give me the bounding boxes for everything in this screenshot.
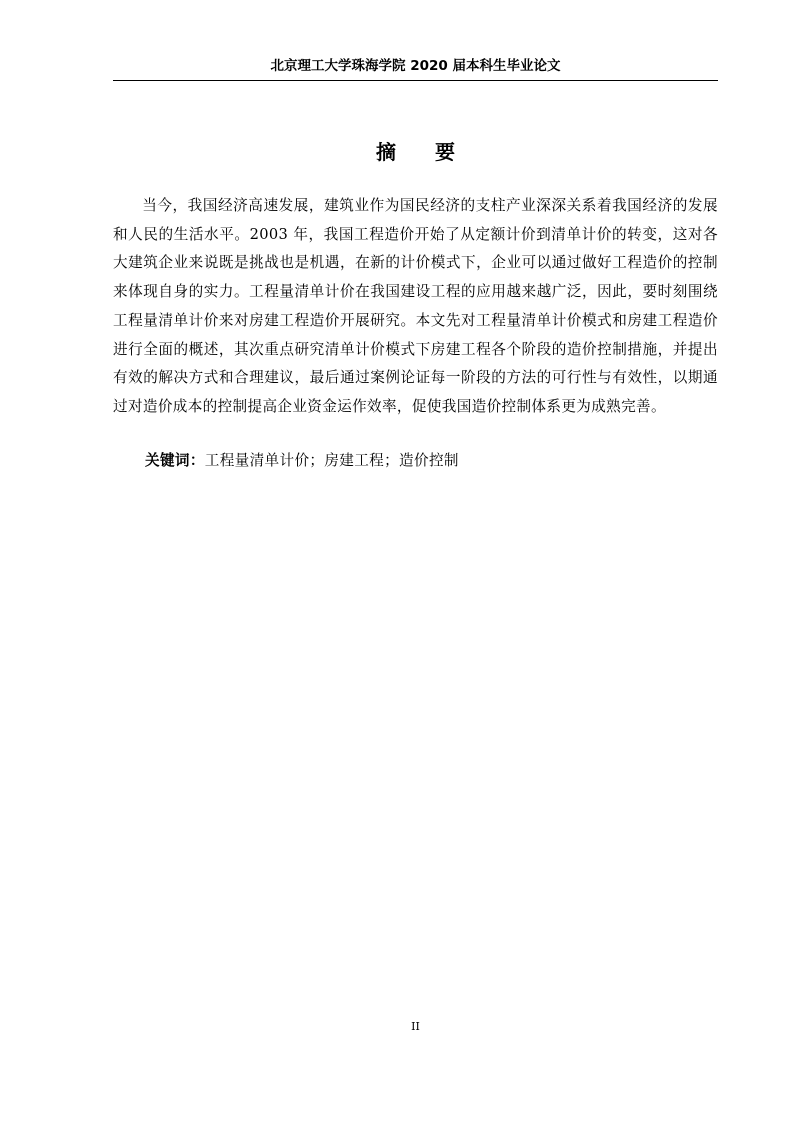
abstract-body: 当今，我国经济高速发展，建筑业作为国民经济的支柱产业深深关系着我国经济的发展和人民的生活水平。2003 年，我国工程造价开始了从定额计价到清单计价的转变，这对各大建筑企业来说既是挑战也是机遇，在新的计价模式下，企业可以通过做好工程造价的控制来体现自身的实力。工程量清单计价在我国建设工程的应用越来越广泛，因此，要时刻围绕工程量清单计价来对房建工程造价开展研究。本文先对工程量清单计价模式和房建工程造价进行全面的概述，其次重点研究清单计价模式下房建工程各个阶段的造价控制措施，并提出有效的解决方式和合理建议，最后通过案例论证每一阶段的方法的可行性与有效性，以期通过对造价成本的控制提高企业资金运作效率，促使我国造价控制体系更为成熟完善。: [113, 197, 718, 415]
keywords-label: 关键词：: [145, 452, 205, 469]
keywords-line: [145, 447, 718, 475]
page-number: II: [411, 1020, 420, 1033]
keywords-text: 工程量清单计价；房建工程；造价控制: [204, 452, 459, 469]
running-header: 北京理工大学珠海学院 2020 届本科生毕业论文: [270, 58, 561, 74]
abstract-title: 摘 要: [376, 140, 471, 164]
header-divider: [113, 80, 718, 81]
